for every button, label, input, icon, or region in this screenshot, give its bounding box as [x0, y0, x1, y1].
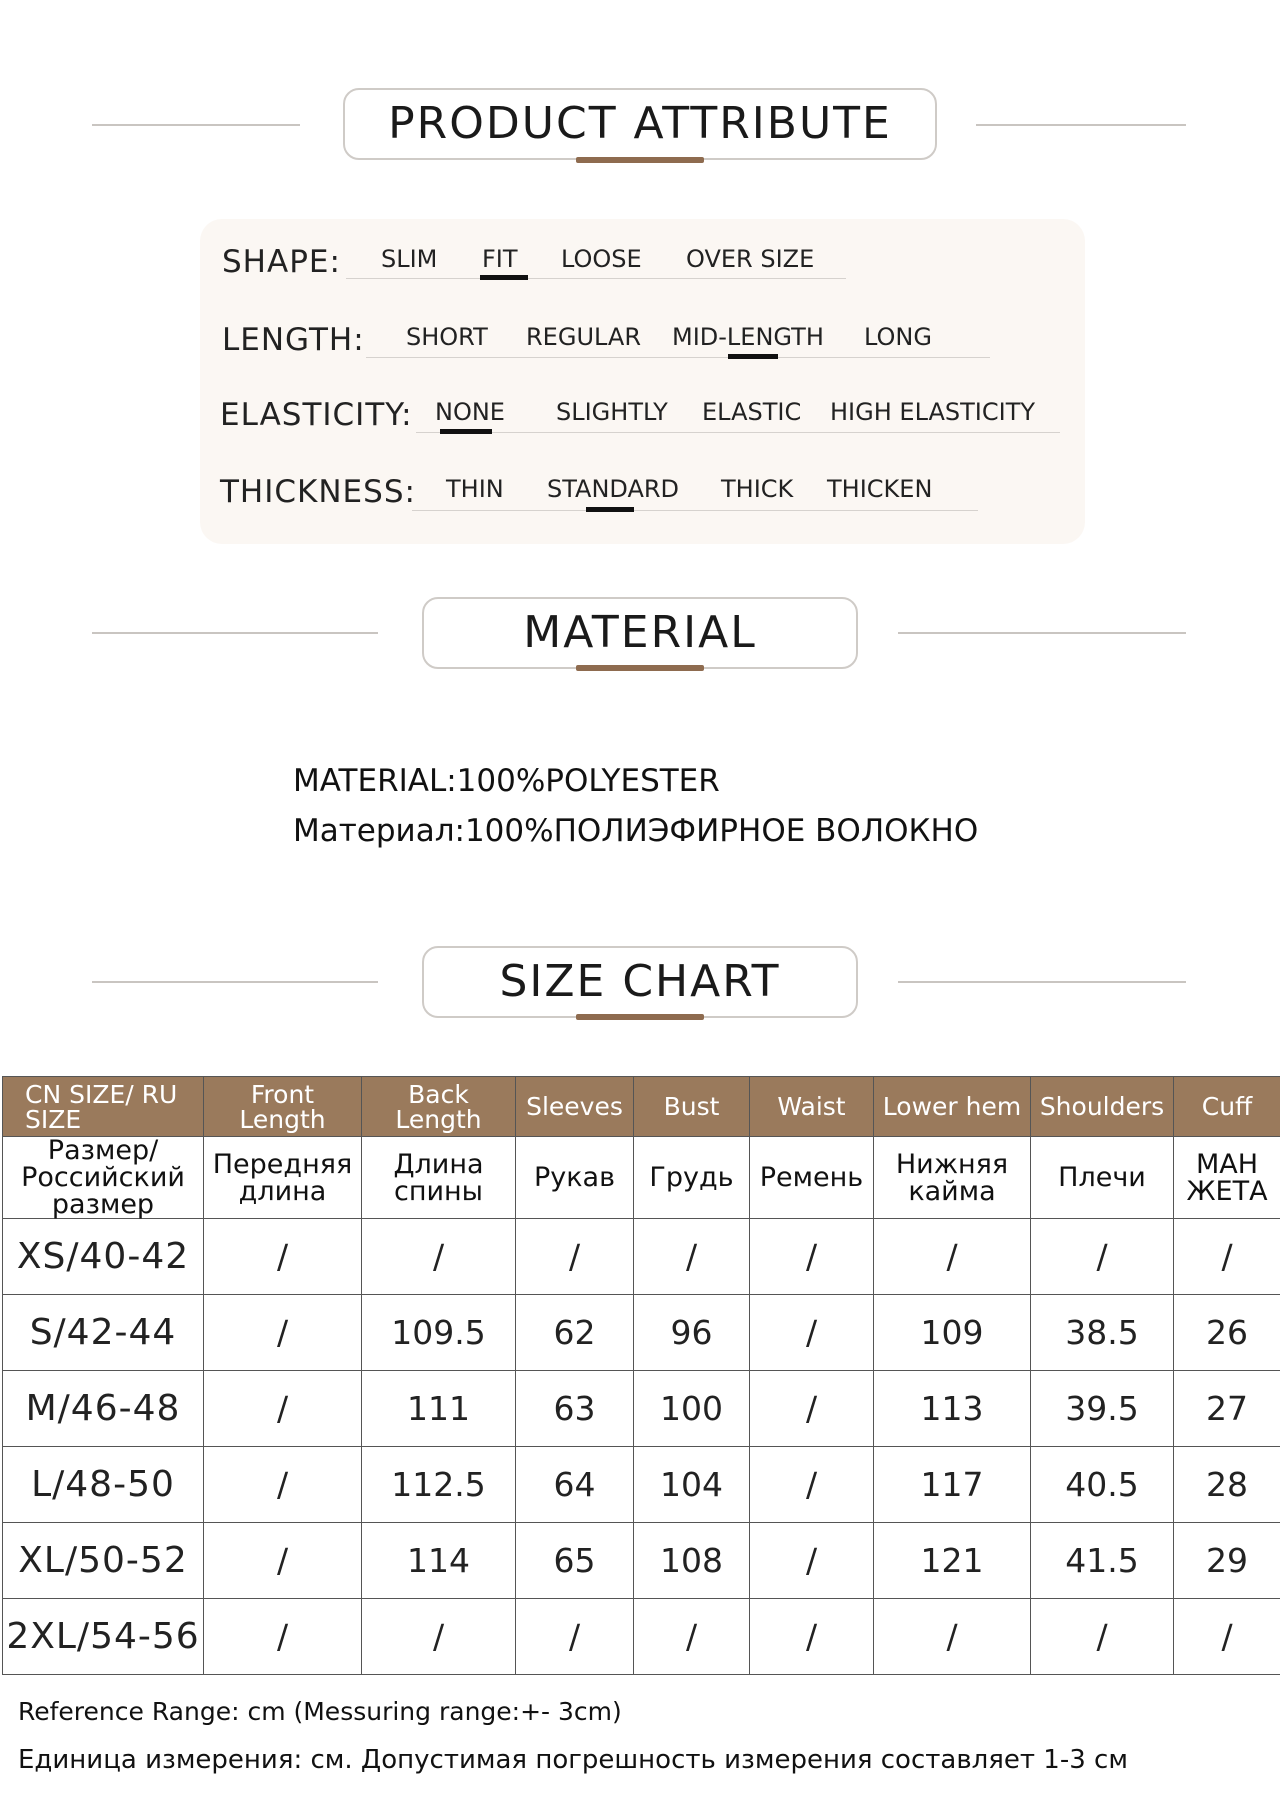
header-bust: Bust: [634, 1077, 750, 1137]
header-shoulders: Shoulders: [1031, 1077, 1174, 1137]
size-cell: XL/50-52: [3, 1523, 204, 1599]
table-cell: /: [750, 1371, 874, 1447]
header-sleeves: Sleeves: [516, 1077, 634, 1137]
table-cell: 63: [516, 1371, 634, 1447]
section-title-material: MATERIAL: [422, 597, 858, 669]
attr-option-slim: SLIM: [381, 245, 438, 273]
table-cell: /: [634, 1219, 750, 1295]
table-cell: /: [516, 1599, 634, 1675]
table-cell: 28: [1174, 1447, 1280, 1523]
table-cell: 109.5: [362, 1295, 516, 1371]
table-cell: /: [634, 1599, 750, 1675]
table-cell: /: [1031, 1219, 1174, 1295]
attr-option-loose: LOOSE: [561, 245, 642, 273]
table-cell: 117: [874, 1447, 1031, 1523]
table-row: [3, 1599, 1280, 1675]
header-ru-bust: Грудь: [634, 1137, 750, 1219]
attr-baseline-length: [366, 357, 990, 358]
table-cell: 111: [362, 1371, 516, 1447]
size-cell: M/46-48: [3, 1371, 204, 1447]
table-cell: 112.5: [362, 1447, 516, 1523]
table-cell: 27: [1174, 1371, 1280, 1447]
section-title-size-chart: SIZE CHART: [422, 946, 858, 1018]
attr-option-thick: THICK: [721, 475, 794, 503]
header-ru-waist: Ремень: [750, 1137, 874, 1219]
attr-option-high-elasticity: HIGH ELASTICITY: [830, 398, 1036, 426]
table-cell: 65: [516, 1523, 634, 1599]
table-cell: /: [204, 1219, 362, 1295]
attr-label-shape: SHAPE:: [222, 244, 341, 280]
table-cell: /: [204, 1599, 362, 1675]
material-text-en: MATERIAL:100%POLYESTER: [293, 763, 720, 799]
table-cell: /: [750, 1599, 874, 1675]
table-cell: /: [1031, 1599, 1174, 1675]
table-cell: /: [204, 1295, 362, 1371]
attr-selected-marker-standard: [586, 507, 634, 512]
table-cell: 41.5: [1031, 1523, 1174, 1599]
divider-left: [92, 981, 378, 983]
attr-label-elasticity: ELASTICITY:: [220, 397, 413, 433]
table-row: [3, 1447, 1280, 1523]
title-accent-bar: [576, 157, 704, 163]
attr-option-thicken: THICKEN: [827, 475, 933, 503]
header-waist: Waist: [750, 1077, 874, 1137]
attr-option-short: SHORT: [406, 323, 488, 351]
table-cell: 38.5: [1031, 1295, 1174, 1371]
attr-label-length: LENGTH:: [222, 322, 365, 358]
header-ru-front-length: Передняя длина: [204, 1137, 362, 1219]
table-header-row-ru: [3, 1137, 1280, 1219]
table-cell: /: [750, 1447, 874, 1523]
size-chart-table: [2, 1076, 1280, 1675]
header-ru-cuff: МАН ЖЕТА: [1174, 1137, 1280, 1219]
table-cell: /: [750, 1523, 874, 1599]
attr-label-thickness: THICKNESS:: [220, 474, 416, 510]
table-cell: /: [362, 1219, 516, 1295]
table-cell: 114: [362, 1523, 516, 1599]
table-cell: /: [204, 1523, 362, 1599]
attr-option-long: LONG: [864, 323, 932, 351]
attr-option-regular: REGULAR: [526, 323, 642, 351]
table-cell: 100: [634, 1371, 750, 1447]
attr-baseline-elasticity: [416, 432, 1060, 433]
divider-right: [898, 981, 1186, 983]
attr-option-fit: FIT: [482, 245, 518, 273]
divider-left: [92, 632, 378, 634]
table-cell: 26: [1174, 1295, 1280, 1371]
header-lower-hem: Lower hem: [874, 1077, 1031, 1137]
table-cell: 121: [874, 1523, 1031, 1599]
table-cell: 104: [634, 1447, 750, 1523]
table-cell: /: [516, 1219, 634, 1295]
attr-option-over-size: OVER SIZE: [686, 245, 815, 273]
table-row: [3, 1523, 1280, 1599]
attr-selected-marker-mid-length: [728, 354, 778, 359]
table-cell: 29: [1174, 1523, 1280, 1599]
table-cell: /: [750, 1219, 874, 1295]
table-cell: 64: [516, 1447, 634, 1523]
table-cell: 109: [874, 1295, 1031, 1371]
table-cell: /: [874, 1599, 1031, 1675]
divider-right: [976, 124, 1186, 126]
header-ru-sleeves: Рукав: [516, 1137, 634, 1219]
table-cell: 96: [634, 1295, 750, 1371]
header-ru-back-length: Длина спины: [362, 1137, 516, 1219]
size-cell: L/48-50: [3, 1447, 204, 1523]
header-back-length: Back Length: [362, 1077, 516, 1137]
attr-baseline-thickness: [412, 510, 978, 511]
table-cell: /: [204, 1371, 362, 1447]
table-cell: 62: [516, 1295, 634, 1371]
divider-right: [898, 632, 1186, 634]
table-cell: 113: [874, 1371, 1031, 1447]
size-cell: 2XL/54-56: [3, 1599, 204, 1675]
attr-option-standard: STANDARD: [547, 475, 680, 503]
attr-option-slightly: SLIGHTLY: [556, 398, 668, 426]
attr-option-mid-length: MID-LENGTH: [672, 323, 824, 351]
material-text-ru: Материал:100%ПОЛИЭФИРНОЕ ВОЛОКНО: [293, 813, 979, 849]
size-cell: XS/40-42: [3, 1219, 204, 1295]
table-header-row-en: [3, 1077, 1280, 1137]
attr-selected-marker-fit: [480, 275, 528, 280]
attr-baseline-shape: [346, 278, 846, 279]
header-front-length: Front Length: [204, 1077, 362, 1137]
table-cell: /: [750, 1295, 874, 1371]
table-cell: /: [874, 1219, 1031, 1295]
attr-selected-marker-none: [440, 429, 492, 434]
attr-option-elastic: ELASTIC: [702, 398, 802, 426]
size-cell: S/42-44: [3, 1295, 204, 1371]
measurement-note-ru: Единица измерения: см. Допустимая погрешность измерения составляет 1-3 см: [18, 1745, 1128, 1775]
table-row: [3, 1219, 1280, 1295]
header-ru-size: Размер/ Российский размер: [3, 1137, 204, 1219]
table-cell: /: [362, 1599, 516, 1675]
table-row: [3, 1371, 1280, 1447]
table-cell: /: [1174, 1219, 1280, 1295]
table-row: [3, 1295, 1280, 1371]
attr-option-thin: THIN: [446, 475, 504, 503]
table-cell: /: [1174, 1599, 1280, 1675]
table-cell: /: [204, 1447, 362, 1523]
divider-left: [92, 124, 300, 126]
title-accent-bar: [576, 665, 704, 671]
measurement-note-en: Reference Range: cm (Messuring range:+- 3cm): [18, 1697, 622, 1726]
table-cell: 39.5: [1031, 1371, 1174, 1447]
table-cell: 40.5: [1031, 1447, 1174, 1523]
section-title-product-attribute: PRODUCT ATTRIBUTE: [343, 88, 937, 160]
attr-option-none: NONE: [435, 398, 505, 426]
header-cn-ru-size: CN SIZE/ RU SIZE: [3, 1077, 204, 1137]
title-accent-bar: [576, 1014, 704, 1020]
header-cuff: Cuff: [1174, 1077, 1280, 1137]
header-ru-lower-hem: Нижняя кайма: [874, 1137, 1031, 1219]
table-cell: 108: [634, 1523, 750, 1599]
header-ru-shoulders: Плечи: [1031, 1137, 1174, 1219]
